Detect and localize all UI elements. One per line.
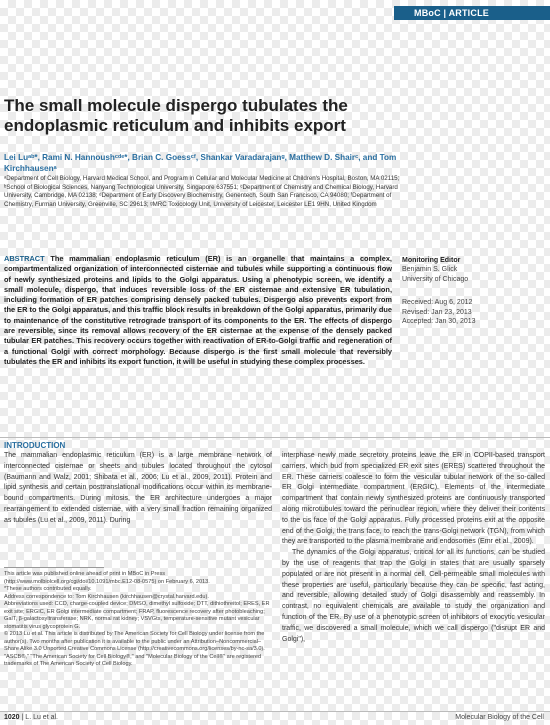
introduction-heading: INTRODUCTION [4,441,66,450]
section-divider [0,437,550,438]
revised-date: Revised: Jan 23, 2013 [402,308,472,316]
intro-right-column [282,451,545,645]
journal-section-label: MBoC | ARTICLE [394,6,550,20]
page-number: 1020 [4,714,20,721]
intro-paragraph-2: interphase newly made secretory proteins leave the ER in COPII-based transport carriers, which bud from specialized ER exit sites (ERES) scattered throughout the ER. These carriers coalesce to form the vesicular tubular network of the so-called ER Golgi intermediate compartment (ERGIC). Elements of the intermediate compartment that contain newly synthesized proteins are continuously transported along microtubules toward the perinuclear region, where they deliver their contents to the cis face of the Golgi apparatus. Fully processed proteins exit at the opposite end of the Golgi, the trans face, to reach the trans-Golgi network (TGN), from which they are transported to the plasma membrane and endosomes (Emr et al., 2009). [282,452,545,546]
abstract-text: The mammalian endoplasmic reticulum (ER) is an organelle that maintains a complex, compartmentalized organization of interconnected cisternae and tubules while supporting a continuous flow of newly synthesized proteins and lipids to the Golgi apparatus. Using a phenotypic screen, we identify a small molecule, dispergo, that induces reversible loss of the ER cisternae and extensive ER tubulation, including formation of ER patches comprising densely packed tubules. Dispergo also prevents export from the ER to the Golgi apparatus, and this traffic block results in breakdown of the Golgi apparatus, primarily due to maintenance of the constitutive retrograde transport of its components to the ER. The effects of dispergo are reversible, since its removal allows recovery of the ER cisternae at the expense of the densely packed tubular ER patches. This recovery occurs together with reactivation of ER-to-Golgi traffic and regeneration of a functional Golgi with correct morphology. Because dispergo is the first small molecule that reversibly tubulates the ER and inhibits its export function, it will be useful in studying these complex processes. [4,254,392,366]
footnote-license: © 2013 Lu et al. This article is distributed by The American Society for Cell Biology under license from the author(s). Two months after publication it is available to the public under an Attribution–Noncommercial–Share Alike 3.0 Unported Creative Commons License (http://creativecommons.org/licenses/by-nc-sa/3.0). [4,631,265,652]
monitoring-editor-name: Benjamin S. Glick [402,266,458,274]
monitoring-editor-label: Monitoring Editor [402,257,461,264]
received-date: Received: Aug 6, 2012 [402,299,473,307]
intro-paragraph-3: The dynamics of the Golgi apparatus, critical for all its functions, can be studied by the use of reagents that trap the Golgi in states that are usually sparsely populated or are not present in a normal cell. Cell-permeable small molecules with these properties are useful, particularly because they can be specific, fast acting, and reversible, allowing detailed study of Golgi disassembly and reassembly. In contrast, no equivalent chemicals are available to study the organization and function of the ER. By use of a phenotypic screen of inhibitors of exocytic vesicular traffic, we discovered a small molecule, which we call dispergo ("disrupt ER and Golgi"), [282,549,545,643]
footnote-correspondence: Address correspondence to: Tom Kirchhausen (kirchhausen@crystal.harvard.edu). [4,593,209,600]
footnote-equal-contribution: *These authors contributed equally. [4,586,92,592]
footnote-abbreviations: Abbreviations used: CCD, charge-coupled device; DMSO, dimethyl sulfoxide; DTT, dithiothreitol; ERES, ER exit site; ERGIC, ER Golgi intermediate compartment; FRAP, fluorescence recovery after photobleaching; GalT, β-galactosyltransferase; NRK, normal rat kidney; VSVGts, temperature-sensitive mutant vesicular stomatitis virus glycoprotein G. [4,601,270,630]
abstract-label: ABSTRACT [4,254,45,263]
author-list: Lei Luᵃᵇ*, Rami N. Hannoushᶜᵈᵉ*, Brian C. Goessᶜᶠ, Shankar Varadarajanᵍ, Matthew D. Shairᶜ, and Tom Kirchhausenᵃ [4,153,397,173]
affiliations: ᵃDepartment of Cell Biology, Harvard Medical School, and Program in Cellular and Molecular Medicine at Children's Hospital, Boston, MA 02115; ᵇSchool of Biological Sciences, Nanyang Technological University, Singapore 637551; ᶜDepartment of Chemistry and Chemical Biology, Harvard University, Cambridge, MA 02138; ᵈDepartment of Early Discovery Biochemistry, Genentech, South San Francisco, CA 94080; ᶠDepartment of Chemistry, Furman University, Greenville, SC 29613; ᵍMRC Toxicology Unit, University of Leicester, Leicester LE1 9HN, United Kingdom [4,175,400,208]
footnote-publication: This article was published online ahead of print in MBoC in Press (http://www.molbiolcell.org/cgi/doi/10.1091/mbc.E12-08-0575) on February 6, 2013. [4,571,210,585]
monitoring-editor-affil: University of Chicago [402,275,469,283]
article-sidebar [402,256,542,326]
intro-left-column [4,451,272,527]
intro-paragraph-1: The mammalian endoplasmic reticulum (ER) is a large membrane network of interconnected cisternae or sheets and tubules located throughout the cytosol (Baumann and Walz, 2001; Shibata et al., 2006; Lu et al., 2009, 2011). Protein and lipid synthesis and certain posttranslational modifications occur within its membrane-bound compartments. During mitosis, the ER architecture undergoes a major rearrangement to extended cisternae, with a very small fraction remaining organized as tubules (Lu et al., 2009, 2011). During [4,452,272,524]
running-author: L. Lu et al. [25,714,58,721]
footer-divider [0,711,550,712]
footnotes [4,567,272,669]
page-footer-left: 1020 | L. Lu et al. [4,714,58,721]
abstract [4,254,392,367]
accepted-date: Accepted: Jan 30, 2013 [402,318,476,326]
article-title: The small molecule dispergo tubulates the endoplasmic reticulum and inhibits export [4,96,348,135]
footnote-trademarks: "ASCB®," "The American Society for Cell Biology®," and "Molecular Biology of the Cell®" are registered trademarks of The American Society of Cell Biology. [4,653,262,667]
journal-name-footer: Molecular Biology of the Cell [455,714,544,721]
